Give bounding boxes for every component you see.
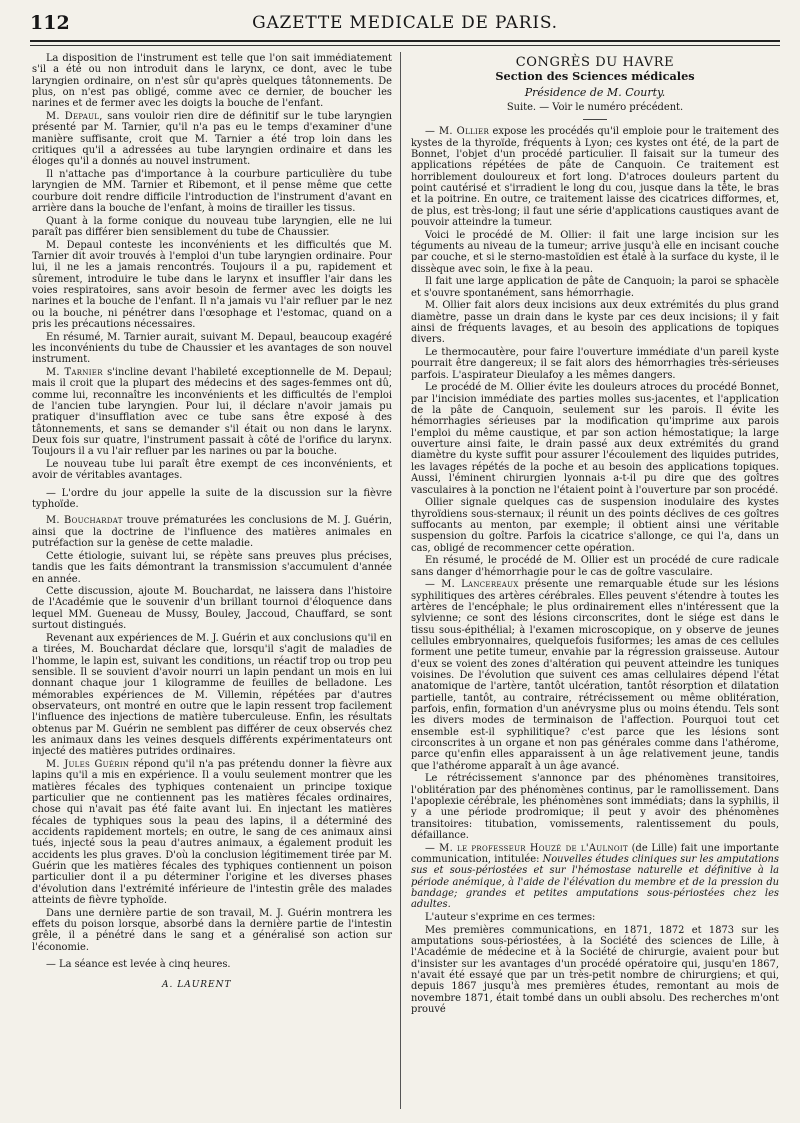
speaker-name: — M. Lancereaux — [425, 579, 519, 591]
section-rule — [583, 119, 607, 120]
paragraph-text: (de Lille) fait une importante communication, intitulée: — [411, 842, 779, 865]
presidency-line: Présidence de M. Courty. — [524, 85, 666, 99]
communication-title: Nouvelles études cliniques sur les amputations sus et sous-périostées et sur l'hémostase naturelle et définitive à la période anémique, à l'aide de l'élévation du membre et de la pression du bandage; grandes et petites amputations sous-périostées chez les adultes. — [411, 854, 779, 911]
paragraph — [32, 633, 392, 758]
paragraph — [32, 53, 392, 110]
speaker-name: M. Jules Guérin — [46, 758, 130, 770]
section-title: CONGRÈS DU HAVRE — [515, 55, 675, 70]
paragraph — [411, 773, 779, 841]
paragraph — [411, 382, 779, 495]
paragraph-text: Quant à la forme conique du nouveau tube laryngien, elle ne lui paraît pas différer bien sensiblement du tube de Chaussier. — [32, 215, 392, 239]
speaker-name: — M. le professeur Houzé de l'Aulnoit — [425, 842, 628, 854]
paragraph — [411, 126, 779, 228]
right-column — [411, 53, 779, 1109]
paragraph-text: — La séance est levée à cinq heures. — [46, 959, 231, 971]
paragraph-text: Il fait une large application de pâte de Canquoin; la paroi se sphacèle et s'ouvre spontanément, sans hémorrhagie. — [411, 276, 779, 299]
paragraph-text: présente une remarquable étude sur les lésions syphilitiques des artères cérébrales. Elles peuvent s'étendre à toutes les artères de l'encéphale; le plus ordinairement elles n'intéressent que la sylvienne; ce sont des lésions circonscrites, dont le siége est dans le tissu sous-épithélial; à l'examen microscopique, on y observe de jeunes cellules embryonnaires, quelquefois fusiformes; les amas de ces cellules forment une petite tumeur, envahie par la régression graisseuse. Autour d'eux se voient des zones d'altération qui peuvent atteindre les tuniques voisines. De l'évolution que suivent ces amas cellulaires dépend l'état anatomique de l'artère, tantôt ulcération, tantôt résorption et dilatation partielle, tantôt, au contraire, rétrécissement ou même oblitération, parfois, enfin, formation d'un anévrysme plus ou moins étendu. Tels sont les divers modes de terminaison de l'affection. Pourquoi tout cet ensemble est-il syphilitique? c'est parce que les lésions sont circonscrites à un organe et non pas générales comme dans l'athérome, parce qu'enfin elles apparaissent à un âge relativement jeune, tandis que l'athérome apparaît à un âge avancé. — [411, 579, 779, 772]
paragraph — [32, 908, 392, 953]
paragraph — [411, 230, 779, 275]
paragraph-text: répond qu'il n'a pas prétendu donner la fièvre aux lapins qu'il a mis en expérience. Il a voulu seulement montrer que les matières fécales des typhiques contenaient un principe toxique particulier que ne contiennent pas les matières fécales ordinaires, chose qui n'avait pas été faite avant lui. En injectant les matières fécales de typhiques sous la peau des lapins, il a déterminé des accidents rapidement mortels; en outre, le sang de ces animaux ainsi tués, injecté sous la peau d'autres animaux, a également produit les accidents les plus graves. D'où la conclusion légitimement tirée par M. Guérin que les matières fécales des typhiques contiennent un poison particulier dont il a pu déterminer l'origine et les diverses phases d'évolution dans l'extrémité inférieure de l'intestin grêle des malades atteints de fièvre typhoïde. — [32, 758, 392, 907]
paragraph-text: Voici le procédé de M. Ollier: il fait une large incision sur les téguments au niveau de la tumeur; arrive jusqu'à elle en incisant couche par couche, et si le sterno-mastoïdien est étalé à la surface du kyste, il le dissèque avec soin, le fixe à la peau. — [411, 229, 779, 275]
paragraph — [411, 925, 779, 1016]
paragraph — [32, 959, 392, 970]
right-body — [411, 126, 779, 1015]
paragraph — [32, 488, 392, 511]
paragraph — [32, 169, 392, 214]
paragraph-text: s'incline devant l'habileté exceptionnelle de M. Depaul; mais il croit que la plupart des médecins et des sages-femmes ont dû, comme lui, reconnaître les inconvénients et les difficultés de l'emploi de l'ancien tube laryngien. Pour lui, il déclare n'avoir jamais pu pratiquer d'insufflation avec ce tube sans être exposé à des tâtonnements, et sans se demander s'il était ou non dans le larynx. Deux fois sur quatre, l'instrument passait à côté de l'orifice du larynx. Toujours il a vu l'air refluer par les narines ou par la bouche. — [32, 367, 392, 458]
continued-note: Suite. — Voir le numéro précédent. — [506, 102, 684, 114]
paragraph-text: Dans une dernière partie de son travail, M. J. Guérin montrera les effets du poison lorsque, absorbé dans la dernière partie de l'intestin grêle, il a pénétré dans le sang et a généralisé son action sur l'économie. — [32, 907, 392, 953]
signature: A. LAURENT — [162, 980, 232, 991]
paragraph — [411, 912, 779, 923]
paragraph-text: Revenant aux expériences de M. J. Guérin et aux conclusions qu'il en a tirées, M. Bouchardat déclare que, lorsqu'il s'agit de maladies de l'homme, le lapin est, suivant les conditions, un réactif trop ou trop peu sensible. Il se souvient d'avoir nourri un lapin pendant un mois en lui donnant chaque jour 1 kilogramme de feuilles de belladone. Les mémorables expériences de M. Villemin, répétées par d'autres observateurs, ont montré en outre que le lapin ressent trop facilement l'influence des injections de matière tuberculeuse. Enfin, les résultats obtenus par M. Guérin ne semblent pas différer de ceux observés chez les animaux dans les veines desquels différents expérimentateurs ont injecté des matières putrides ordinaires. — [32, 632, 392, 758]
paragraph-text: Mes premières communications, en 1871, 1872 et 1873 sur les amputations sous-périostées, à la Société des sciences de Lille, à l'Académie de médecine et à la Société de chirurgie, avaient pour but d'insister sur les avantages d'un procédé opératoire qui, jusqu'en 1867, n'avait été essayé que par un très-petit nombre de chirurgiens; et qui, depuis 1867 jusqu'à mes premières études, remontant au mois de novembre 1871, était tombé dans un oubli absolu. Des recherches m'ont prouvé — [411, 924, 779, 1016]
paragraph-text: M. Ollier fait alors deux incisions aux deux extrémités du plus grand diamètre, passe un drain dans le kyste par ces deux incisions; il y fait ainsi de fréquents lavages, et au besoin des applications de topiques divers. — [411, 300, 779, 346]
paragraph — [32, 586, 392, 631]
paragraph — [32, 216, 392, 239]
paragraph-text: sans vouloir rien dire de définitif sur le tube laryngien présenté par M. Tarnier, qu'il n'a pas eu le temps d'examiner d'une manière suffisante, croit que M. Tarnier a été trop loin dans les critiques qu'il a adressées au tube laryngien ordinaire et dans les éloges qu'il a donnés au nouvel instrument. — [32, 111, 392, 168]
column-divider — [400, 52, 401, 1109]
section-subtitle: Section des Sciences médicales — [495, 69, 695, 84]
paragraph-text: L'auteur s'exprime en ces termes: — [425, 912, 596, 924]
paragraph-text: trouve prématurées les conclusions de M. J. Guérin, ainsi que la doctrine de l'influence des matières animales en putréfaction sur la genèse de cette maladie. — [32, 515, 392, 550]
paragraph — [411, 555, 779, 578]
paragraph — [32, 515, 392, 549]
speaker-name: M. Bouchardat — [46, 515, 123, 527]
paragraph-text: Cette discussion, ajoute M. Bouchardat, ne laissera dans l'histoire de l'Académie que le souvenir d'un brillant tournoi d'éloquence dans lequel MM. Gueneau de Mussy, Bouley, Jaccoud, Chauffard, se sont surtout distingués. — [32, 586, 392, 632]
paragraph — [32, 551, 392, 585]
paragraph — [32, 367, 392, 458]
paragraph — [411, 497, 779, 554]
paragraph — [411, 347, 779, 381]
page-number: 112 — [30, 12, 70, 34]
paragraph-text: En résumé, M. Tarnier aurait, suivant M. Depaul, beaucoup exagéré les inconvénients du tube de Chaussier et les avantages de son nouvel instrument. — [32, 331, 392, 366]
speaker-name: M. Tarnier — [46, 367, 103, 379]
paragraph-text: Ollier signale quelques cas de suspension inodulaire des kystes thyroïdiens sous-sternaux; il réunit un des points déclives de ces goîtres suffocants au menton, par exemple; il obtient ainsi une véritable suspension du goître. Parfois la cicatrice s'allonge, ce qui l'a, dans un cas, obligé de recommencer cette opération. — [411, 497, 779, 554]
left-column — [32, 53, 392, 1109]
speaker-name: M. Depaul, — [46, 111, 103, 123]
paragraph — [32, 240, 392, 331]
paragraph-text: Le rétrécissement s'annonce par des phénomènes transitoires, l'oblitération par des phénomènes continus, par le ramollissement. Dans l'apoplexie cérébrale, les phénomènes sont immédiats; dans la syphilis, il y a une période prodromique; il peut y avoir des phénomènes transitoires: titubation, vomissements, ralentissement du pouls, défaillance. — [411, 773, 779, 842]
paragraph-text: Le nouveau tube lui paraît être exempt de ces inconvénients, et avoir de véritables avantages. — [32, 459, 392, 482]
paragraph-text: expose les procédés qu'il emploie pour le traitement des kystes de la thyroïde, fréquents à Lyon; ces kystes ont été, de la part de Bonnet, l'objet d'un procédé particulier. Il faisait sur la tumeur des applications répétées de pâte de Canquoin. Ce traitement est horriblement douloureux et fort long. D'atroces douleurs partent du point cautérisé et s'irradient le long du cou, jusque dans la tête, le bras et la poitrine. En outre, ce traitement laisse des cicatrices difformes, et, de plus, est très-long; il faut une série d'applications caustiques avant de pouvoir atteindre la tumeur. — [411, 126, 779, 229]
paragraph-text: En résumé, le procédé de M. Ollier est un procédé de cure radicale sans danger d'hémorrhagie pour le cas de goître vasculaire. — [411, 555, 779, 578]
paragraph-text: Il n'attache pas d'importance à la courbure particulière du tube laryngien de MM. Tarnier et Ribemont, et il pense même que cette courbure doit rendre difficile l'introduction de l'instrument d'avant en arrière dans la bouche de l'enfant, à moins de tirailler les tissus. — [32, 169, 392, 215]
paragraph — [411, 579, 779, 772]
paragraph-text: Cette étiologie, suivant lui, se répète sans preuves plus précises, tandis que les faits démontrant la transmission s'accumulent d'année en année. — [32, 550, 392, 585]
paragraph — [411, 843, 779, 911]
journal-title: GAZETTE MEDICALE DE PARIS. — [252, 13, 558, 33]
paragraph — [411, 276, 779, 299]
speaker-name: — M. Ollier — [425, 126, 490, 138]
paragraph — [32, 111, 392, 168]
paragraph — [32, 459, 392, 482]
paragraph — [32, 759, 392, 906]
paragraph-text: Le thermocautère, pour faire l'ouverture immédiate d'un pareil kyste pourrait être dangereux; il se fait alors des hémorrhagies très-sérieuses parfois. L'aspirateur Dieulafoy a les mêmes dangers. — [411, 347, 779, 381]
header-rule — [30, 45, 780, 46]
paragraph-text: La disposition de l'instrument est telle que l'on sait immédiatement s'il a été ou non introduit dans le larynx, ce dont, avec le tube laryngien ordinaire, on n'est sûr qu'après quelques tâtonnements. De plus, on n'est pas obligé, comme avec ce dernier, de boucher les narines et de fermer avec les doigts la bouche de l'enfant. — [32, 53, 392, 110]
paragraph-text: — L'ordre du jour appelle la suite de la discussion sur la fièvre typhoïde. — [32, 487, 392, 511]
paragraph — [32, 332, 392, 366]
paragraph — [411, 300, 779, 345]
paragraph-text: Le procédé de M. Ollier évite les douleurs atroces du procédé Bonnet, par l'incision immédiate des parties molles sus-jacentes, et l'application de la pâte de Canquoin, seulement sur les parois. Il évite les hémorrhagies sérieuses par la modification qu'imprime aux parois l'emploi du même caustique, et par son action hémostatique; la large ouverture ainsi faite, le drain passé aux deux extrémités du grand diamètre du kyste suffit pour assurer l'écoulement des liquides putrides, les lavages répétés de la poche et au besoin des applications topiques. Aussi, l'éminent chirurgien lyonnais a-t-il pu dire que des goîtres vasculaires à la ponction ne l'étaient point à l'ouverture par son procédé. — [411, 382, 779, 496]
paragraph-text: M. Depaul conteste les inconvénients et les difficultés que M. Tarnier dit avoir trouvés à l'emploi d'un tube laryngien ordinaire. Pour lui, il ne les a jamais rencontrés. Toujours il a pu, rapidement et sûrement, introduire le tube dans le larynx et insuffler l'air dans les voies respiratoires, sans avoir besoin de fermer avec les doigts les narines et la bouche de l'enfant. Il n'a jamais vu l'air refluer par le nez ou la bouche, ni pénétrer dans l'œsophage et l'estomac, quand on a pris les précautions nécessaires. — [32, 239, 392, 331]
page-header — [30, 10, 780, 42]
